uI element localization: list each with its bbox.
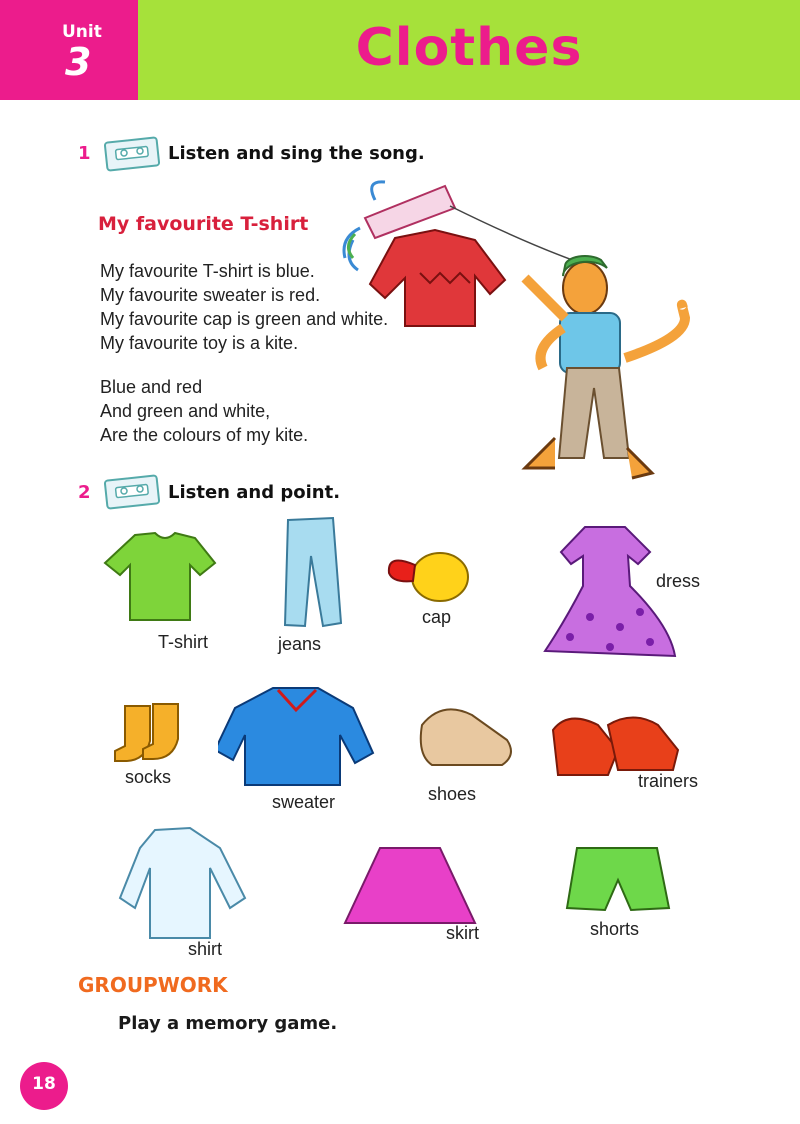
shirt-picture <box>115 820 255 950</box>
label-jeans: jeans <box>278 634 322 654</box>
unit-number: 3 <box>65 40 92 84</box>
exercise-1-number: 1 <box>78 143 91 164</box>
exercise-2-number: 2 <box>78 482 91 503</box>
tshirt-picture <box>100 525 220 625</box>
label-tshirt: T-shirt <box>158 632 209 652</box>
groupwork-heading: GROUPWORK <box>78 973 228 997</box>
lyric-line: My favourite T-shirt is blue. <box>100 261 315 281</box>
groupwork-task: Play a memory game. <box>118 1013 338 1034</box>
trainers-picture <box>548 705 683 780</box>
label-socks: socks <box>125 767 172 787</box>
label-shorts: shorts <box>590 919 640 939</box>
label-shirt: shirt <box>188 939 223 959</box>
cassette-icon[interactable] <box>104 136 162 172</box>
exercise-1-instruction: Listen and sing the song. <box>168 143 425 164</box>
lyric-line: My favourite toy is a kite. <box>100 333 299 353</box>
lyric-line: My favourite sweater is red. <box>100 285 321 305</box>
socks-picture <box>105 698 195 768</box>
tiger-with-kite-illustration <box>335 178 720 498</box>
sweater-picture <box>218 678 378 793</box>
label-skirt: skirt <box>446 923 479 943</box>
label-cap: cap <box>422 607 452 627</box>
song-title: My favourite T-shirt <box>98 213 309 235</box>
skirt-picture <box>340 838 480 933</box>
song-verse-2 <box>100 375 308 447</box>
label-trainers: trainers <box>638 771 699 791</box>
shorts-picture <box>562 840 672 920</box>
exercise-2-instruction: Listen and point. <box>168 482 341 503</box>
page-number: 18 <box>32 1074 56 1094</box>
jeans-picture <box>268 515 358 630</box>
cap-picture <box>385 545 475 605</box>
lyric-line: Are the colours of my kite. <box>100 425 309 445</box>
label-shoes: shoes <box>428 784 477 804</box>
lyric-line: My favourite cap is green and white. <box>100 309 389 329</box>
lyric-line: And green and white, <box>100 401 271 421</box>
label-sweater: sweater <box>272 792 336 812</box>
label-dress: dress <box>656 571 701 591</box>
lyric-line: Blue and red <box>100 377 203 397</box>
unit-label: Unit <box>62 22 102 42</box>
shoes-picture <box>412 695 522 780</box>
page-title: Clothes <box>355 18 583 78</box>
cassette-icon[interactable] <box>104 474 162 510</box>
